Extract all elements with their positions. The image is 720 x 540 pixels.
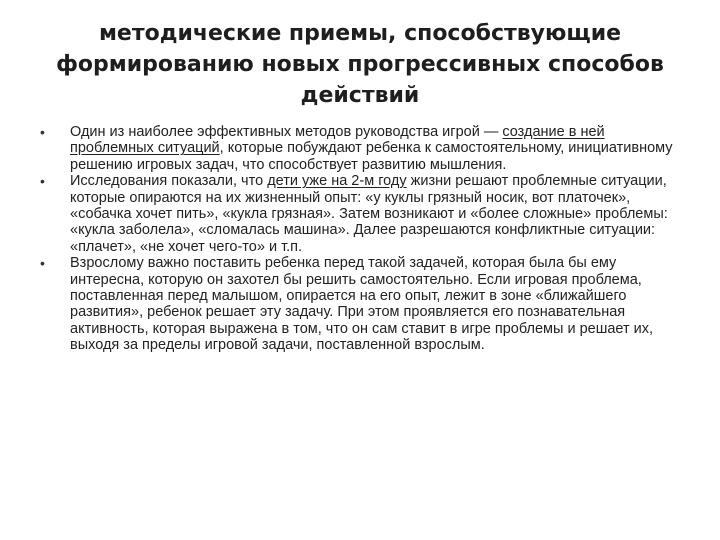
bullet-icon: • <box>40 173 45 190</box>
list-item-3 <box>40 255 685 353</box>
item-1-underlined-phrase: создание в ней проблемных ситуаций <box>70 124 605 157</box>
item-2-underlined-phrase: дети уже на 2-м году <box>267 173 407 190</box>
list-item-2 <box>40 173 685 255</box>
bullet-list <box>40 124 685 354</box>
slide-title: методические приемы, способствующие формированию новых прогрессивных способов действий <box>56 21 664 108</box>
item-2-text-end: жизни решают проблемные ситуации, которые опираются на их жизненный опыт: «у куклы грязный носик, вот платочек», «собачка хочет пить», «кукла грязная». Затем возникают и «более сложные» проблемы: «кукла заболела», «сломалась машина». Далее разрешаются конфликтные ситуации: «плачет», «не хочет чего-то» и т.п. <box>70 173 668 255</box>
item-3-text: Взрослому важно поставить ребенка перед такой задачей, которая была бы ему интересна, которую он захотел бы решить самостоятельно. Если игровая проблема, поставленная перед малышом, опирается на его опыт, лежит в зоне «ближайшего развития», ребенок решает эту задачу. При этом проявляется его познавательная активность, которая выражена в том, что он сам ставит в игре проблемы и решает их, выходя за пределы игровой задачи, поставленной взрослым. <box>70 255 654 354</box>
item-2-text-start: Исследования показали, что <box>70 173 268 190</box>
item-1-text-start: Один из наиболее эффективных методов руководства игрой — <box>70 124 503 140</box>
bullet-icon: • <box>40 124 45 140</box>
item-1-text-end: , которые побуждают ребенка к самостоятельному, инициативному решению игровых задач, что способствует развитию мышления. <box>70 140 673 173</box>
list-item-1 <box>40 124 685 173</box>
bullet-icon: • <box>40 255 45 272</box>
